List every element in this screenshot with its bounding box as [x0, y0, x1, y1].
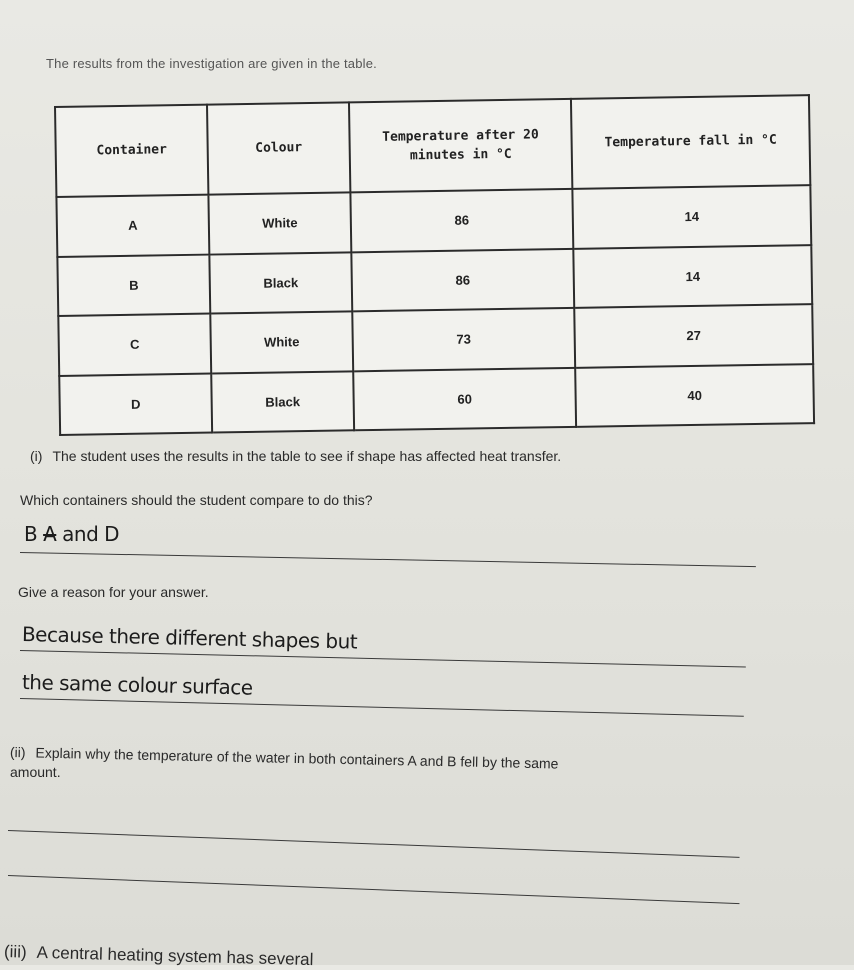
question-ii-text-cont: amount.	[10, 764, 61, 780]
table-header-row	[55, 95, 810, 197]
answer-line	[8, 830, 740, 858]
question-i-number: (i)	[30, 448, 43, 464]
answer-containers	[24, 522, 119, 546]
table-row	[59, 364, 814, 435]
question-i-text: The student uses the results in the table to see if shape has affected heat transfer.	[52, 448, 562, 464]
cell-colour: White	[208, 192, 351, 254]
cell-container: B	[57, 254, 210, 316]
question-ii-text: Explain why the temperature of the water in both containers A and B fell by the same	[35, 744, 559, 772]
cell-colour: White	[210, 311, 353, 373]
cell-colour: Black	[211, 371, 354, 433]
answer-rest: and D	[62, 522, 120, 546]
cell-temp-after: 73	[352, 308, 575, 371]
cell-temp-after: 86	[351, 248, 574, 311]
cell-container: A	[56, 195, 209, 257]
header-colour: Colour	[207, 102, 350, 194]
answer-line	[20, 650, 746, 667]
question-iii	[4, 942, 314, 970]
reason-answer-line-1: Because there different shapes but	[21, 622, 358, 654]
cell-colour: Black	[209, 252, 352, 314]
answer-line	[20, 698, 744, 717]
question-i-ask: Which containers should the student compare to do this?	[20, 492, 373, 508]
cell-temp-fall: 14	[572, 185, 811, 248]
cell-temp-fall: 40	[575, 364, 814, 427]
results-table	[54, 94, 815, 436]
reason-answer-line-2: the same colour surface	[21, 670, 253, 700]
answer-line	[20, 552, 756, 567]
header-temp-after: Temperature after 20 minutes in °C	[349, 99, 572, 192]
question-iii-text: A central heating system has several	[36, 942, 314, 970]
cell-temp-after: 60	[353, 367, 576, 430]
question-i	[30, 448, 561, 464]
cell-temp-fall: 14	[573, 245, 812, 308]
question-ii-number: (ii)	[9, 744, 26, 761]
cell-container: D	[59, 373, 212, 435]
question-ii	[10, 744, 559, 771]
answer-struck-out: A	[43, 522, 57, 546]
answer-line	[8, 875, 739, 904]
intro-text: The results from the investigation are given in the table.	[46, 56, 377, 71]
header-temp-fall: Temperature fall in °C	[571, 95, 810, 189]
question-iii-number: (iii)	[3, 942, 27, 962]
cell-temp-after: 86	[350, 189, 573, 252]
header-container: Container	[55, 105, 208, 197]
cell-container: C	[58, 314, 211, 376]
reason-prompt: Give a reason for your answer.	[18, 584, 209, 600]
cell-temp-fall: 27	[574, 304, 813, 367]
answer-letter-b: B	[24, 522, 38, 546]
